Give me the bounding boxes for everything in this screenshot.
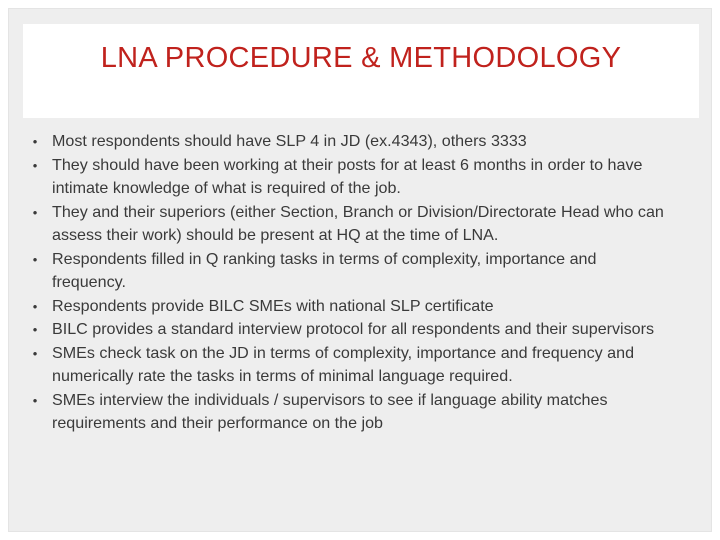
bullet-text: They should have been working at their posts for at least 6 months in order to have intimate knowledge of what is required of the job. <box>52 155 643 197</box>
bullet-icon: • <box>32 345 38 361</box>
bullet-item <box>29 130 709 154</box>
bullet-text: Respondents filled in Q ranking tasks in terms of complexity, importance and frequency. <box>52 249 597 291</box>
bullet-text: Respondents provide BILC SMEs with national SLP certificate <box>52 296 494 315</box>
title-box <box>23 24 699 118</box>
bullet-text: BILC provides a standard interview protocol for all respondents and their supervisors <box>52 320 655 338</box>
bullet-item <box>29 201 709 248</box>
bullet-icon: • <box>32 157 38 173</box>
bullet-icon: • <box>32 251 38 267</box>
bullet-item <box>29 295 709 319</box>
bullet-icon: • <box>32 298 38 314</box>
bullet-item <box>29 389 709 436</box>
bullet-item <box>29 342 709 389</box>
bullet-list <box>29 130 709 436</box>
bullet-icon: • <box>32 322 38 337</box>
bullet-text: SMEs check task on the JD in terms of complexity, importance and frequency and numerically rate the tasks in terms of minimal language required. <box>52 343 635 385</box>
bullet-text: Most respondents should have SLP 4 in JD (ex.4343), others 3333 <box>52 132 527 150</box>
bullet-icon: • <box>32 204 38 220</box>
bullet-icon: • <box>32 134 38 149</box>
bullet-icon: • <box>32 392 38 408</box>
slide-title: LNA PROCEDURE & METHODOLOGY <box>100 42 622 74</box>
bullet-item <box>29 154 709 201</box>
bullet-text: SMEs interview the individuals / supervisors to see if language ability matches requirements and their performance on the job <box>52 390 608 432</box>
bullet-item <box>29 318 709 342</box>
bullet-item <box>29 248 709 295</box>
bullet-text: They and their superiors (either Section, Branch or Division/Directorate Head who can assess their work) should be present at HQ at the time of LNA. <box>52 202 664 244</box>
